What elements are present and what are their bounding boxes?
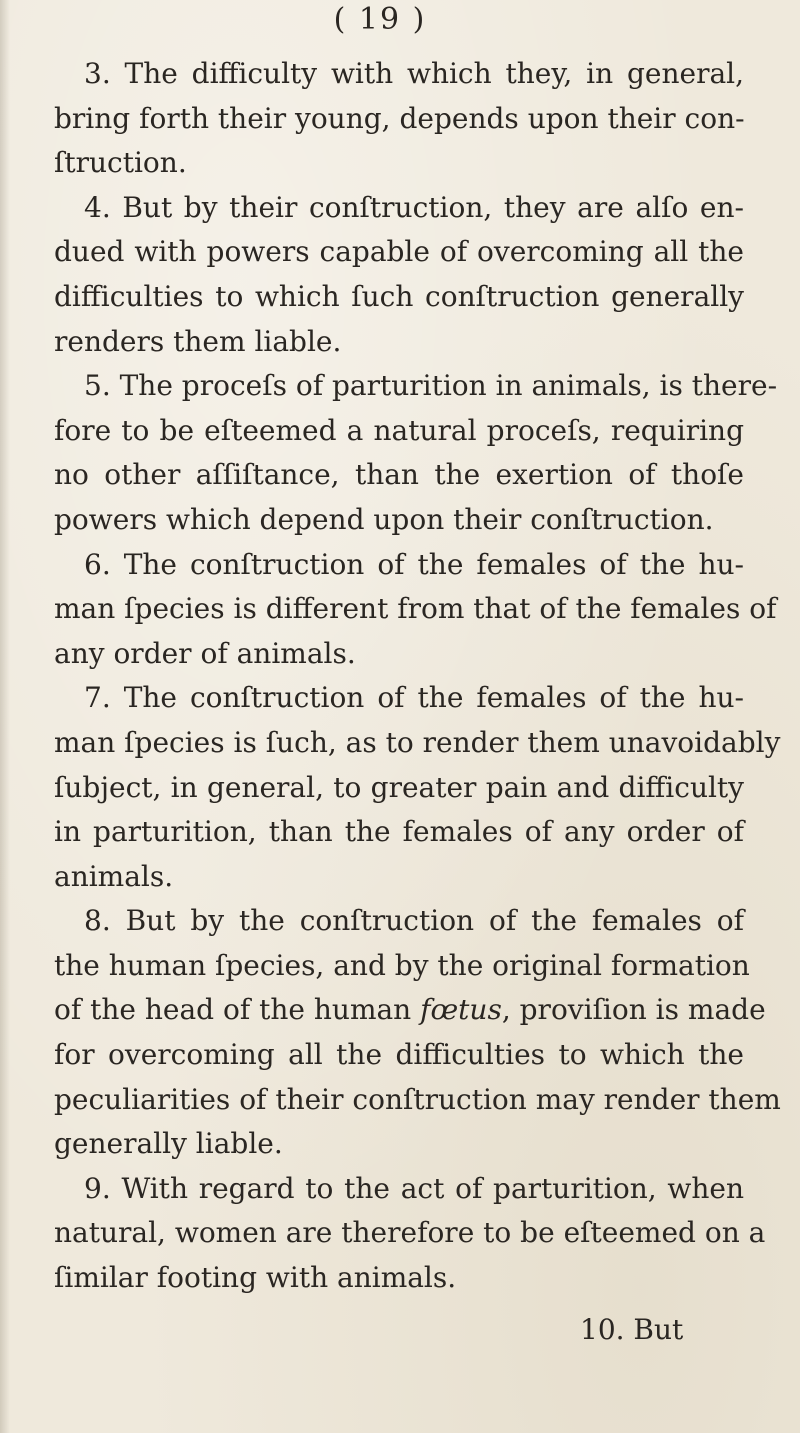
text-line: 7. The conſtruction of the females of the hu- <box>84 681 744 715</box>
text-line: dued with powers capable of overcoming all the <box>54 235 744 269</box>
text-line: 9. With regard to the act of parturition, when <box>84 1171 744 1205</box>
italic-term: fœtus <box>420 993 502 1027</box>
text-line: ſubject, in general, to greater pain and difficulty <box>54 770 744 804</box>
text-line: powers which depend upon their conſtruction. <box>54 502 714 536</box>
text-line: for overcoming all the difficulties to which the <box>54 1038 744 1072</box>
text-line: ſimilar footing with animals. <box>54 1261 457 1295</box>
text-line: the human ſpecies, and by the original formation <box>54 948 750 982</box>
text-line: natural, women are therefore to be eſteemed on a <box>54 1216 766 1250</box>
text-line: 6. The conſtruction of the females of the hu- <box>84 547 744 581</box>
text-line: bring forth their young, depends upon their con- <box>54 101 745 135</box>
text-line: 8. But by the conſtruction of the females of <box>84 904 744 938</box>
text-line: difficulties to which ſuch conſtruction generally <box>54 279 744 313</box>
text-line: 5. The proceſs of parturition in animals, is there- <box>84 369 778 403</box>
text-line: peculiarities of their conſtruction may render them <box>54 1082 781 1116</box>
text-line: fore to be eſteemed a natural proceſs, requiring <box>54 413 744 447</box>
body-text <box>54 52 781 1301</box>
text-line: generally liable. <box>54 1127 283 1161</box>
text-line: man ſpecies is ſuch, as to render them unavoidably <box>54 725 781 759</box>
text-line: in parturition, than the females of any order of <box>54 815 744 849</box>
page-edge-shadow <box>0 0 10 1433</box>
text-line: 4. But by their conſtruction, they are alſo en- <box>84 190 744 224</box>
text-line: 3. The difficulty with which they, in general, <box>84 57 744 90</box>
text-line: no other aſſiſtance, than the exertion of thoſe <box>54 458 744 492</box>
text-line: animals. <box>54 859 174 893</box>
text-line: of the head of the human fœtus, proviſion is made <box>54 993 766 1027</box>
text-line: ſtruction. <box>54 146 187 180</box>
catchword: 10. But <box>580 1313 684 1346</box>
text-line: man ſpecies is different from that of the females of <box>54 592 777 626</box>
text-line: renders them liable. <box>54 324 342 358</box>
text-line: any order of animals. <box>54 636 356 670</box>
page-number: ( 19 ) <box>333 2 427 37</box>
